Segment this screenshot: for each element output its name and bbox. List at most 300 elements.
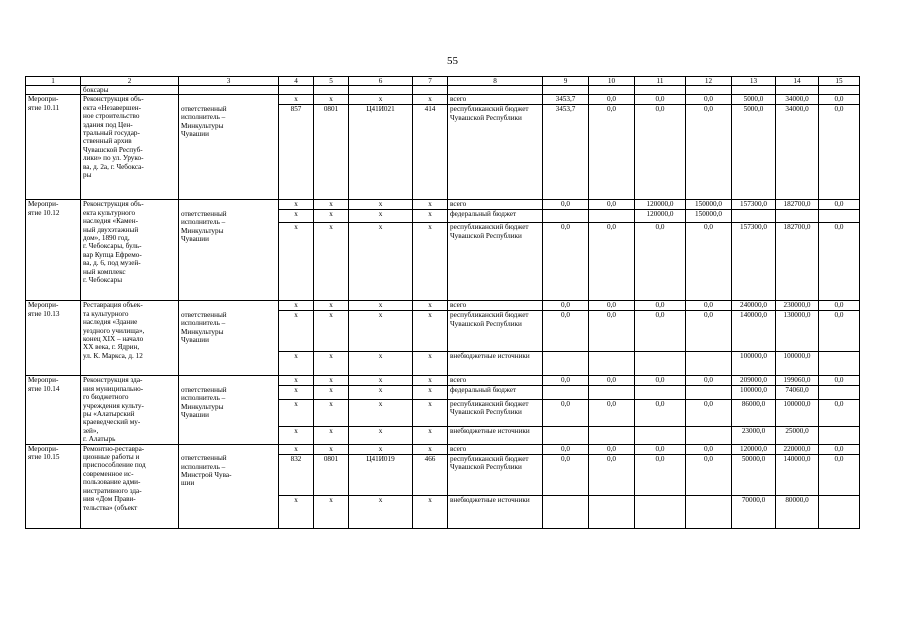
description-line: Ремонтно-реставра- bbox=[83, 444, 145, 453]
value-col-10: 0,0 bbox=[589, 311, 635, 352]
expense-type-code: x bbox=[413, 495, 448, 528]
section-code: x bbox=[314, 352, 349, 376]
value-col-11: 0,0 bbox=[635, 376, 686, 386]
description-line: лики» по ул. Уруко- bbox=[83, 154, 144, 163]
value-col-14: 34000,0 bbox=[776, 95, 819, 105]
value-col-10 bbox=[589, 426, 635, 444]
description-line: современное ис- bbox=[83, 469, 134, 478]
value-col-12: 0,0 bbox=[686, 399, 732, 426]
target-item-code: x bbox=[349, 352, 413, 376]
empty-cell bbox=[179, 86, 279, 95]
executor-line: Минстрой Чува- bbox=[181, 470, 232, 479]
measure-id-line: Меропри- bbox=[28, 200, 59, 209]
value-col-14: 100000,0 bbox=[776, 399, 819, 426]
description-line: ния «Дом Прави- bbox=[83, 495, 136, 504]
section-code: x bbox=[314, 399, 349, 426]
value-col-11: 0,0 bbox=[635, 105, 686, 200]
measure-id-line: Меропри- bbox=[28, 301, 59, 310]
value-col-15: 0,0 bbox=[819, 301, 860, 311]
value-col-13: 100000,0 bbox=[732, 352, 776, 376]
description-line: ва, д. 2а, г. Чебокса- bbox=[83, 162, 144, 171]
funding-source: внебюджетные источники bbox=[448, 426, 543, 444]
executor bbox=[179, 386, 279, 444]
description-line: Реконструкция зда- bbox=[83, 376, 143, 385]
expense-type-code: x bbox=[413, 444, 448, 454]
executor-line: ответственный bbox=[181, 209, 227, 218]
column-header: 4 bbox=[279, 77, 314, 86]
description-line: ул. К. Маркса, д. 12 bbox=[83, 351, 143, 360]
value-col-13: 23000,0 bbox=[732, 426, 776, 444]
value-col-13: 70000,0 bbox=[732, 495, 776, 528]
value-col-9: 0,0 bbox=[543, 200, 589, 210]
target-item-code: x bbox=[349, 444, 413, 454]
measure-description bbox=[81, 301, 179, 376]
value-col-9: 0,0 bbox=[543, 376, 589, 386]
target-item-code: x bbox=[349, 200, 413, 210]
measure-id-line: ятие 10.11 bbox=[28, 103, 60, 112]
funding-source: внебюджетные источники bbox=[448, 495, 543, 528]
value-col-15 bbox=[819, 352, 860, 376]
table-row bbox=[26, 95, 860, 105]
description-line: г. Чебоксары bbox=[83, 276, 123, 285]
measure-id bbox=[26, 444, 81, 528]
value-col-11: 0,0 bbox=[635, 454, 686, 495]
description-line: XX века, г. Ядрин, bbox=[83, 343, 140, 352]
grbs-code: x bbox=[279, 311, 314, 352]
target-item-code: x bbox=[349, 223, 413, 301]
empty-cell bbox=[543, 86, 589, 95]
column-header: 3 bbox=[179, 77, 279, 86]
grbs-code: x bbox=[279, 376, 314, 386]
description-line: Реставрация объек- bbox=[83, 301, 143, 310]
description-line: го бюджетного bbox=[83, 393, 129, 402]
value-col-15: 0,0 bbox=[819, 399, 860, 426]
expense-type-code: x bbox=[413, 352, 448, 376]
target-item-code: Ц41И021 bbox=[349, 105, 413, 200]
funding-source: республиканский бюджет Чувашской Республики bbox=[448, 399, 543, 426]
expense-type-code: 466 bbox=[413, 454, 448, 495]
empty-cell bbox=[686, 86, 732, 95]
empty-cell bbox=[279, 86, 314, 95]
empty-cell bbox=[26, 86, 81, 95]
section-code: x bbox=[314, 200, 349, 210]
executor-line: исполнитель – bbox=[181, 394, 226, 403]
value-col-10: 0,0 bbox=[589, 200, 635, 210]
target-item-code: x bbox=[349, 301, 413, 311]
value-col-9 bbox=[543, 210, 589, 223]
measure-id-line: ятие 10.14 bbox=[28, 384, 60, 393]
grbs-code: 857 bbox=[279, 105, 314, 200]
description-line: нистративного зда- bbox=[83, 486, 142, 495]
expense-type-code: x bbox=[413, 95, 448, 105]
value-col-14: 220000,0 bbox=[776, 444, 819, 454]
value-col-15: 0,0 bbox=[819, 105, 860, 200]
funding-source: внебюджетные источники bbox=[448, 352, 543, 376]
measure-id bbox=[26, 95, 81, 200]
value-col-14 bbox=[776, 210, 819, 223]
description-line: учреждения культу- bbox=[83, 401, 144, 410]
description-line: краеведческий му- bbox=[83, 418, 141, 427]
column-header: 1 bbox=[26, 77, 81, 86]
column-header: 15 bbox=[819, 77, 860, 86]
grbs-code: x bbox=[279, 386, 314, 399]
value-col-13 bbox=[732, 210, 776, 223]
description-line: Реконструкция объ- bbox=[83, 95, 144, 104]
value-col-10 bbox=[589, 210, 635, 223]
executor-line: ответственный bbox=[181, 454, 227, 463]
value-col-13: 100000,0 bbox=[732, 386, 776, 399]
value-col-13: 5000,0 bbox=[732, 95, 776, 105]
grbs-code: x bbox=[279, 200, 314, 210]
grbs-code: x bbox=[279, 95, 314, 105]
empty-cell bbox=[413, 86, 448, 95]
page-number: 55 bbox=[447, 55, 458, 67]
executor-line: исполнитель – bbox=[181, 113, 226, 122]
empty-cell bbox=[179, 301, 279, 311]
executor-line: шии bbox=[181, 479, 195, 488]
value-col-12: 0,0 bbox=[686, 311, 732, 352]
expense-type-code: x bbox=[413, 210, 448, 223]
description-line: ва, д. 6, под музей- bbox=[83, 259, 141, 268]
value-col-14: 100000,0 bbox=[776, 352, 819, 376]
executor bbox=[179, 311, 279, 376]
description-line: приспособление под bbox=[83, 461, 146, 470]
budget-table bbox=[25, 76, 860, 529]
executor-line: Чувашии bbox=[181, 235, 209, 244]
grbs-code: x bbox=[279, 223, 314, 301]
target-item-code: x bbox=[349, 495, 413, 528]
section-code: x bbox=[314, 495, 349, 528]
measure-description bbox=[81, 376, 179, 444]
value-col-15: 0,0 bbox=[819, 223, 860, 301]
target-item-code: x bbox=[349, 376, 413, 386]
executor-line: Чувашии bbox=[181, 411, 209, 420]
empty-cell bbox=[179, 95, 279, 105]
value-col-15 bbox=[819, 495, 860, 528]
value-col-12: 150000,0 bbox=[686, 200, 732, 210]
empty-cell bbox=[179, 376, 279, 386]
value-col-11: 0,0 bbox=[635, 301, 686, 311]
section-code: x bbox=[314, 311, 349, 352]
executor-line: Минкультуры bbox=[181, 121, 224, 130]
grbs-code: x bbox=[279, 210, 314, 223]
value-col-10: 0,0 bbox=[589, 454, 635, 495]
empty-cell bbox=[349, 86, 413, 95]
value-col-9 bbox=[543, 386, 589, 399]
value-col-9: 0,0 bbox=[543, 223, 589, 301]
empty-cell bbox=[448, 86, 543, 95]
value-col-12 bbox=[686, 386, 732, 399]
value-col-13: 5000,0 bbox=[732, 105, 776, 200]
measure-id-line: Меропри- bbox=[28, 95, 59, 104]
executor bbox=[179, 210, 279, 301]
funding-source: всего bbox=[448, 376, 543, 386]
expense-type-code: x bbox=[413, 386, 448, 399]
expense-type-code: x bbox=[413, 223, 448, 301]
column-header: 8 bbox=[448, 77, 543, 86]
description-line: Чувашской Респуб- bbox=[83, 145, 143, 154]
column-header: 9 bbox=[543, 77, 589, 86]
target-item-code: x bbox=[349, 426, 413, 444]
value-col-10: 0,0 bbox=[589, 105, 635, 200]
value-col-11: 120000,0 bbox=[635, 200, 686, 210]
description-line: ное строительство bbox=[83, 112, 140, 121]
funding-source: федеральный бюджет bbox=[448, 210, 543, 223]
value-col-10 bbox=[589, 352, 635, 376]
executor-line: Чувашии bbox=[181, 336, 209, 345]
value-col-14: 80000,0 bbox=[776, 495, 819, 528]
measure-id bbox=[26, 200, 81, 301]
value-col-14: 25000,0 bbox=[776, 426, 819, 444]
measure-id-line: Меропри- bbox=[28, 376, 59, 385]
value-col-15: 0,0 bbox=[819, 311, 860, 352]
value-col-12 bbox=[686, 495, 732, 528]
value-col-13: 240000,0 bbox=[732, 301, 776, 311]
value-col-10: 0,0 bbox=[589, 95, 635, 105]
measure-id-line: ятие 10.13 bbox=[28, 309, 60, 318]
value-col-10 bbox=[589, 495, 635, 528]
empty-cell bbox=[179, 200, 279, 210]
section-code: 0801 bbox=[314, 454, 349, 495]
value-col-9 bbox=[543, 495, 589, 528]
description-line: наследия «Камен- bbox=[83, 217, 138, 226]
description-line: екта культурного bbox=[83, 208, 136, 217]
section-code: x bbox=[314, 376, 349, 386]
empty-cell bbox=[776, 86, 819, 95]
measure-id-line: ятие 10.12 bbox=[28, 208, 60, 217]
value-col-11: 0,0 bbox=[635, 399, 686, 426]
value-col-11 bbox=[635, 426, 686, 444]
section-code: x bbox=[314, 444, 349, 454]
description-line: г. Алатырь bbox=[83, 435, 116, 444]
value-col-14: 182700,0 bbox=[776, 223, 819, 301]
description-line: здания под Цен- bbox=[83, 120, 133, 129]
value-col-15 bbox=[819, 386, 860, 399]
grbs-code: x bbox=[279, 444, 314, 454]
value-col-15: 0,0 bbox=[819, 376, 860, 386]
value-col-10: 0,0 bbox=[589, 399, 635, 426]
grbs-code: 832 bbox=[279, 454, 314, 495]
value-col-15: 0,0 bbox=[819, 200, 860, 210]
executor-line: ответственный bbox=[181, 385, 227, 394]
column-header: 5 bbox=[314, 77, 349, 86]
executor-line: исполнитель – bbox=[181, 218, 226, 227]
value-col-14: 199060,0 bbox=[776, 376, 819, 386]
value-col-10 bbox=[589, 386, 635, 399]
empty-cell bbox=[314, 86, 349, 95]
value-col-11 bbox=[635, 495, 686, 528]
section-code: 0801 bbox=[314, 105, 349, 200]
target-item-code: x bbox=[349, 311, 413, 352]
value-col-13: 50000,0 bbox=[732, 454, 776, 495]
value-col-11 bbox=[635, 386, 686, 399]
description-line: екта «Незавершен- bbox=[83, 103, 141, 112]
target-item-code: x bbox=[349, 399, 413, 426]
value-col-15: 0,0 bbox=[819, 95, 860, 105]
executor-line: Минкультуры bbox=[181, 327, 224, 336]
value-col-11: 0,0 bbox=[635, 444, 686, 454]
funding-source: всего bbox=[448, 95, 543, 105]
value-col-12: 0,0 bbox=[686, 376, 732, 386]
value-col-15: 0,0 bbox=[819, 454, 860, 495]
target-item-code: x bbox=[349, 95, 413, 105]
value-col-14: 140000,0 bbox=[776, 454, 819, 495]
funding-source: всего bbox=[448, 444, 543, 454]
expense-type-code: x bbox=[413, 311, 448, 352]
expense-type-code: x bbox=[413, 376, 448, 386]
value-col-11: 0,0 bbox=[635, 311, 686, 352]
value-col-13: 157300,0 bbox=[732, 223, 776, 301]
description-line: дом», 1890 год, bbox=[83, 234, 130, 243]
section-code: x bbox=[314, 210, 349, 223]
description-line: ры bbox=[83, 171, 92, 180]
grbs-code: x bbox=[279, 495, 314, 528]
value-col-12: 0,0 bbox=[686, 444, 732, 454]
expense-type-code: x bbox=[413, 399, 448, 426]
value-col-10: 0,0 bbox=[589, 376, 635, 386]
section-code: x bbox=[314, 95, 349, 105]
table-row bbox=[26, 376, 860, 386]
grbs-code: x bbox=[279, 352, 314, 376]
empty-cell bbox=[732, 86, 776, 95]
executor-line: Минкультуры bbox=[181, 226, 224, 235]
funding-source: всего bbox=[448, 301, 543, 311]
measure-description bbox=[81, 444, 179, 528]
expense-type-code: x bbox=[413, 301, 448, 311]
column-header: 13 bbox=[732, 77, 776, 86]
column-header: 7 bbox=[413, 77, 448, 86]
value-col-11: 0,0 bbox=[635, 223, 686, 301]
description-line: ственный архив bbox=[83, 137, 132, 146]
continued-description: боксары bbox=[81, 86, 179, 95]
description-line: зей», bbox=[83, 426, 99, 435]
executor-line: Чувашии bbox=[181, 130, 209, 139]
measure-description bbox=[81, 200, 179, 301]
executor bbox=[179, 105, 279, 200]
executor-line: исполнитель – bbox=[181, 462, 226, 471]
continuation-row bbox=[26, 86, 860, 95]
value-col-12 bbox=[686, 426, 732, 444]
table-row bbox=[26, 200, 860, 210]
value-col-15 bbox=[819, 210, 860, 223]
value-col-9 bbox=[543, 426, 589, 444]
expense-type-code: x bbox=[413, 426, 448, 444]
funding-source: республиканский бюджет Чувашской Республики bbox=[448, 311, 543, 352]
description-line: тральный государ- bbox=[83, 129, 140, 138]
value-col-14: 230000,0 bbox=[776, 301, 819, 311]
table-row bbox=[26, 301, 860, 311]
funding-source: всего bbox=[448, 200, 543, 210]
value-col-14: 130000,0 bbox=[776, 311, 819, 352]
description-line: наследия «Здание bbox=[83, 318, 138, 327]
value-col-11 bbox=[635, 352, 686, 376]
executor-line: Минкультуры bbox=[181, 402, 224, 411]
table-body bbox=[26, 77, 860, 529]
description-line: пользование адми- bbox=[83, 478, 141, 487]
column-header: 14 bbox=[776, 77, 819, 86]
value-col-15: 0,0 bbox=[819, 444, 860, 454]
value-col-9: 0,0 bbox=[543, 399, 589, 426]
value-col-11: 0,0 bbox=[635, 95, 686, 105]
value-col-12: 0,0 bbox=[686, 223, 732, 301]
target-item-code: x bbox=[349, 210, 413, 223]
description-line: уездного училища», bbox=[83, 326, 145, 335]
value-col-13: 157300,0 bbox=[732, 200, 776, 210]
value-col-13: 120000,0 bbox=[732, 444, 776, 454]
value-col-9 bbox=[543, 352, 589, 376]
description-line: ния муниципально- bbox=[83, 384, 144, 393]
funding-source: федеральный бюджет bbox=[448, 386, 543, 399]
expense-type-code: 414 bbox=[413, 105, 448, 200]
column-header: 11 bbox=[635, 77, 686, 86]
section-code: x bbox=[314, 301, 349, 311]
section-code: x bbox=[314, 386, 349, 399]
executor-line: ответственный bbox=[181, 104, 227, 113]
executor-line: исполнитель – bbox=[181, 319, 226, 328]
description-line: ный комплекс bbox=[83, 267, 126, 276]
value-col-9: 3453,7 bbox=[543, 95, 589, 105]
value-col-12: 0,0 bbox=[686, 454, 732, 495]
measure-id-line: ятие 10.15 bbox=[28, 453, 60, 462]
funding-source: республиканский бюджет Чувашской Республики bbox=[448, 454, 543, 495]
value-col-12: 0,0 bbox=[686, 301, 732, 311]
empty-cell bbox=[819, 86, 860, 95]
target-item-code: Ц41И019 bbox=[349, 454, 413, 495]
value-col-14: 182700,0 bbox=[776, 200, 819, 210]
value-col-12: 150000,0 bbox=[686, 210, 732, 223]
section-code: x bbox=[314, 223, 349, 301]
column-number-row bbox=[26, 77, 860, 86]
grbs-code: x bbox=[279, 399, 314, 426]
value-col-13: 209000,0 bbox=[732, 376, 776, 386]
empty-cell bbox=[635, 86, 686, 95]
measure-id bbox=[26, 301, 81, 376]
value-col-10: 0,0 bbox=[589, 223, 635, 301]
column-header: 12 bbox=[686, 77, 732, 86]
section-code: x bbox=[314, 426, 349, 444]
empty-cell bbox=[179, 444, 279, 454]
empty-cell bbox=[589, 86, 635, 95]
description-line: та культурного bbox=[83, 309, 129, 318]
executor-line: ответственный bbox=[181, 310, 227, 319]
value-col-13: 140000,0 bbox=[732, 311, 776, 352]
description-line: ры «Алатырский bbox=[83, 410, 135, 419]
measure-description bbox=[81, 95, 179, 200]
value-col-9: 0,0 bbox=[543, 444, 589, 454]
expense-type-code: x bbox=[413, 200, 448, 210]
funding-source: республиканский бюджет Чувашской Республики bbox=[448, 223, 543, 301]
column-header: 6 bbox=[349, 77, 413, 86]
description-line: Реконструкция объ- bbox=[83, 200, 144, 209]
target-item-code: x bbox=[349, 386, 413, 399]
value-col-12 bbox=[686, 352, 732, 376]
funding-source: республиканский бюджет Чувашской Республики bbox=[448, 105, 543, 200]
value-col-12: 0,0 bbox=[686, 105, 732, 200]
value-col-12: 0,0 bbox=[686, 95, 732, 105]
measure-id-line: Меропри- bbox=[28, 444, 59, 453]
value-col-10: 0,0 bbox=[589, 301, 635, 311]
grbs-code: x bbox=[279, 301, 314, 311]
description-line: г. Чебоксары, буль- bbox=[83, 242, 142, 251]
description-line: ционные работы и bbox=[83, 453, 140, 462]
column-header: 2 bbox=[81, 77, 179, 86]
value-col-9: 0,0 bbox=[543, 311, 589, 352]
table-row bbox=[26, 444, 860, 454]
value-col-11: 120000,0 bbox=[635, 210, 686, 223]
value-col-13: 86000,0 bbox=[732, 399, 776, 426]
grbs-code: x bbox=[279, 426, 314, 444]
value-col-15 bbox=[819, 426, 860, 444]
